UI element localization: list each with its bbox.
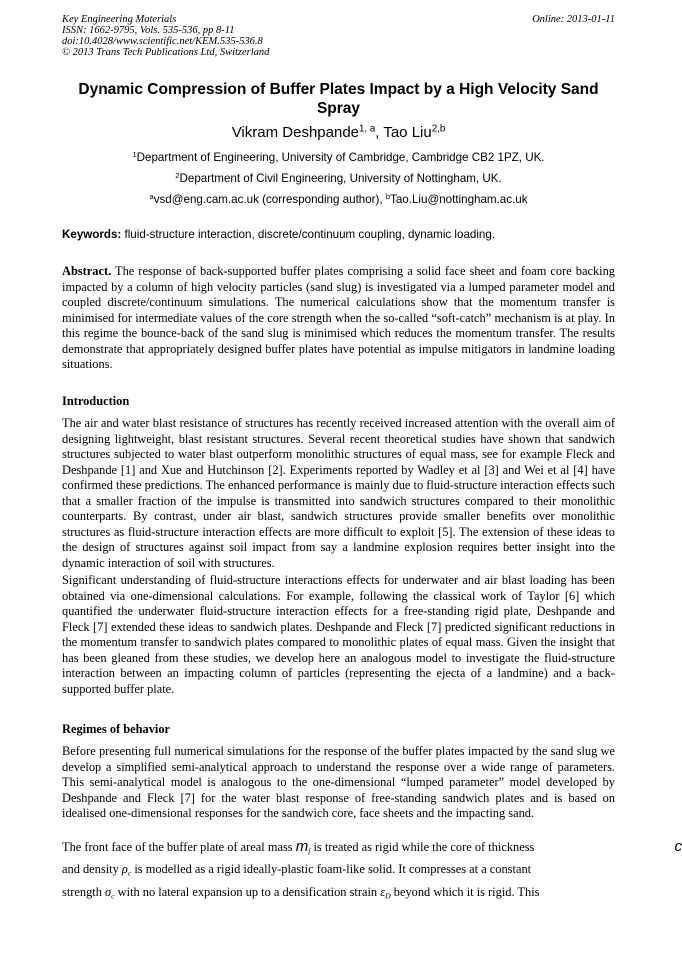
online-date: Online: 2013-01-11 — [532, 14, 615, 25]
symbol-sigma: σ — [105, 885, 112, 899]
subscript-c: c — [111, 891, 115, 901]
affiliation-text: Department of Engineering, University of Cambridge, Cambridge CB2 1PZ, UK. — [136, 151, 545, 164]
author-superscript: 1, a — [359, 123, 376, 135]
journal-header — [62, 14, 269, 58]
text-run: strength — [62, 885, 106, 899]
email-text: Tao.Liu@nottingham.ac.uk — [390, 193, 528, 206]
journal-name: Key Engineering Materials — [62, 14, 177, 25]
section-heading-introduction: Introduction — [62, 394, 130, 408]
email-superscript: a — [149, 191, 154, 201]
email-text: vsd@eng.cam.ac.uk (corresponding author), — [153, 193, 386, 206]
text-run: is treated as rigid while the core of thickness — [310, 840, 538, 854]
affiliation-1 — [62, 151, 615, 165]
author-name: Vikram Deshpande — [231, 124, 359, 141]
abstract-text: The response of back-supported buffer plates comprising a solid face sheet and foam core backing impacted by a column of high velocity particles (sand slug) is investigated via a lumped parameter model and coupled discrete/continuum simulations. The numerical calculations show that the momentum transfer is minimised for intermediate values of the core strength when the so-called “soft-catch” mechanism is at play. In this regime the bounce-back of the sand slug is minimised which reduces the momentum transfer. The results demonstrate that appropriately designed buffer plates have potential as impulse mitigators in landmine loading situations. — [62, 264, 615, 372]
author-line — [62, 124, 615, 142]
email-line — [62, 193, 615, 207]
issn-line: ISSN: 1662-9795, Vols. 535-536, pp 8-11 — [62, 25, 235, 36]
affiliation-text: Department of Civil Engineering, University of Nottingham, UK. — [179, 172, 502, 185]
regimes-line-1 — [62, 838, 682, 858]
affiliation-superscript: 2 — [175, 170, 180, 180]
text-run: The front face of the buffer plate of areal mass — [62, 840, 296, 854]
keywords-label: Keywords: — [62, 228, 122, 241]
intro-paragraph-1: The air and water blast resistance of structures has recently received increased attention with the overall aim of designing lightweight, blast resistant structures. Several recent theoretical studies have shown that sandwich structures subjected to water blast outperform monolithic structures of equal mass, see for example Fleck and Deshpande [1] and Xue and Hutchinson [2]. Experiments reported by Wadley et al [3] and Wei et al [4] have confirmed these predictions. The enhanced performance is mainly due to fluid-structure interaction effects such that a smaller fraction of the impulse is transmitted into sandwich structures compared to their monolithic counterparts. By contrast, under air blast, sandwich structures provide smaller benefits over monolithic structures as fluid-structure interaction effects are more difficult to exploit [5]. The extension of these ideas to the design of structures against soil impact from say a landmine explosion requires better insight into the dynamic interaction of soil with structures. — [62, 416, 615, 570]
text-run: beyond which it is rigid. This — [390, 885, 540, 899]
email-superscript: b — [385, 191, 391, 201]
abstract-label: Abstract. — [62, 264, 112, 278]
text-run: with no lateral expansion up to a densification strain — [114, 885, 381, 899]
author-name: Tao Liu — [383, 124, 432, 141]
symbol-c: c — [674, 838, 682, 855]
intro-paragraph-2: Significant understanding of fluid-structure interactions effects for underwater and air blast loading has been obtained via one-dimensional calculations. For example, following the classical work of Taylor [6] which quantified the underwater fluid-structure interaction effects for a free-standing rigid plate, Deshpande and Fleck [7] extended these ideas to sandwich plates. Deshpande and Fleck [7] predicted significant reductions in the momentum transfer to sandwich plates compared to monolithic plates of equal mass. Given the insight that has been gleaned from these studies, we develop here an analogous model to investigate the fluid-structure interaction between an impacting column of particles (representing the ejecta of a landmine) and a back-supported buffer plate. — [62, 573, 615, 696]
symbol-m: m — [295, 838, 309, 855]
copyright-line: © 2013 Trans Tech Publications Ltd, Switzerland — [62, 47, 270, 58]
subscript-c: c — [127, 868, 132, 878]
affiliation-superscript: 1 — [132, 149, 137, 159]
subscript-d: D — [385, 891, 391, 901]
symbol-epsilon: ε — [380, 885, 386, 899]
affiliation-2 — [62, 172, 615, 186]
author-separator: , — [375, 124, 384, 141]
paper-title: Dynamic Compression of Buffer Plates Impact by a High Velocity Sand Spray — [78, 81, 599, 117]
regimes-line-3 — [62, 885, 615, 903]
abstract-paragraph — [62, 264, 615, 373]
text-run: and density — [62, 862, 122, 876]
symbol-rho: ρ — [121, 862, 128, 876]
author-superscript: 2,b — [431, 123, 446, 135]
text-run: is modelled as a rigid ideally-plastic foam-like solid. It compresses at a constant — [131, 862, 532, 876]
keywords-text: fluid-structure interaction, discrete/continuum coupling, dynamic loading. — [121, 228, 496, 241]
doi-line: doi:10.4028/www.scientific.net/KEM.535-536.8 — [62, 36, 263, 47]
subscript-f: f — [308, 846, 311, 856]
regimes-paragraph-1: Before presenting full numerical simulations for the response of the buffer plates impacted by the sand slug we develop a simplified semi-analytical approach to understand the response over a wide range of parameters. This semi-analytical model is analogous to the one-dimensional “lumped parameter” model developed by Deshpande and Fleck [7] for the water blast response of free-standing sandwich plates and is based on idealised one-dimensional responses for the sandwich core, face sheets and the impacting sand. — [62, 744, 615, 821]
regimes-line-2 — [62, 862, 615, 880]
section-heading-regimes: Regimes of behavior — [62, 722, 171, 736]
keywords-line — [62, 228, 622, 242]
